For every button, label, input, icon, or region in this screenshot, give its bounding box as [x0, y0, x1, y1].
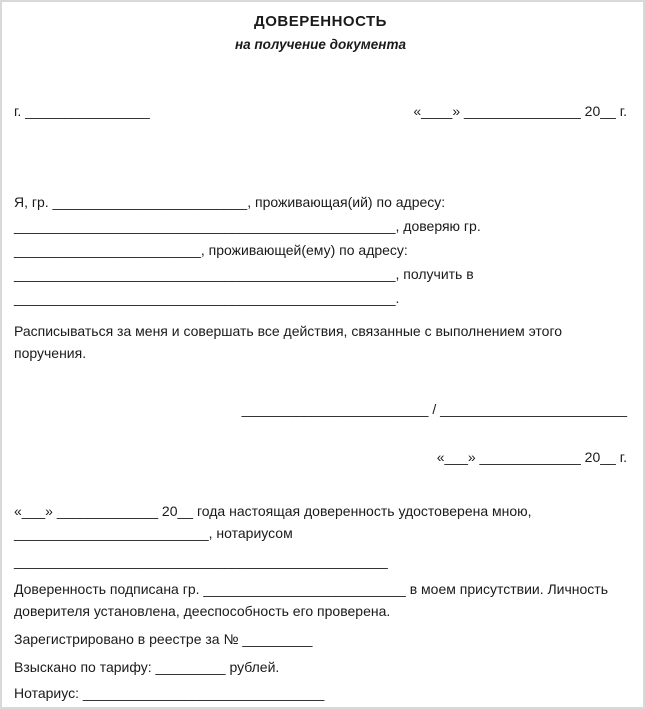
- date-field-top: «____» _______________ 20__ г.: [413, 103, 627, 119]
- notary-certification-line-3: ________________________________________________: [14, 553, 388, 569]
- instruction-text: Расписываться за меня и совершать все действия, связанные с выполнением этого поручения.: [14, 323, 563, 361]
- body-line-3: ________________________, проживающей(ему) по адресу:: [14, 242, 408, 258]
- place-field: г. ________________: [14, 103, 150, 119]
- notary-certification-line-2: _________________________, нотариусом: [14, 525, 293, 541]
- notary-certification-block: [14, 500, 627, 572]
- body-line-2: _________________________________________________, доверяю гр.: [14, 218, 481, 234]
- doc-subtitle: на получение документа: [235, 37, 406, 52]
- notary-signature-line: Нотариус: _______________________________: [14, 685, 325, 701]
- body-line-1: Я, гр. _________________________, проживающая(ий) по адресу:: [14, 194, 446, 210]
- date-field-mid: «___» _____________ 20__ г.: [436, 449, 627, 465]
- notary-certification-line-1: «___» _____________ 20__ года настоящая доверенность удостоверена мною,: [14, 503, 532, 519]
- signed-paragraph: Доверенность подписана гр. __________________________ в моем присутствии. Личность доверителя установлена, дееспособность его проверена.: [14, 581, 609, 619]
- body-line-5: _________________________________________________.: [14, 290, 400, 306]
- doc-title: ДОВЕРЕННОСТЬ: [254, 13, 387, 30]
- tariff-line: Взыскано по тарифу: _________ рублей.: [14, 659, 280, 675]
- body-line-4: _________________________________________________, получить в: [14, 266, 474, 282]
- body-paragraph: [14, 190, 627, 310]
- place-date-row: [14, 102, 627, 120]
- registry-line: Зарегистрировано в реестре за № _________: [14, 631, 313, 647]
- signature-line: ________________________ / ________________________: [241, 401, 627, 417]
